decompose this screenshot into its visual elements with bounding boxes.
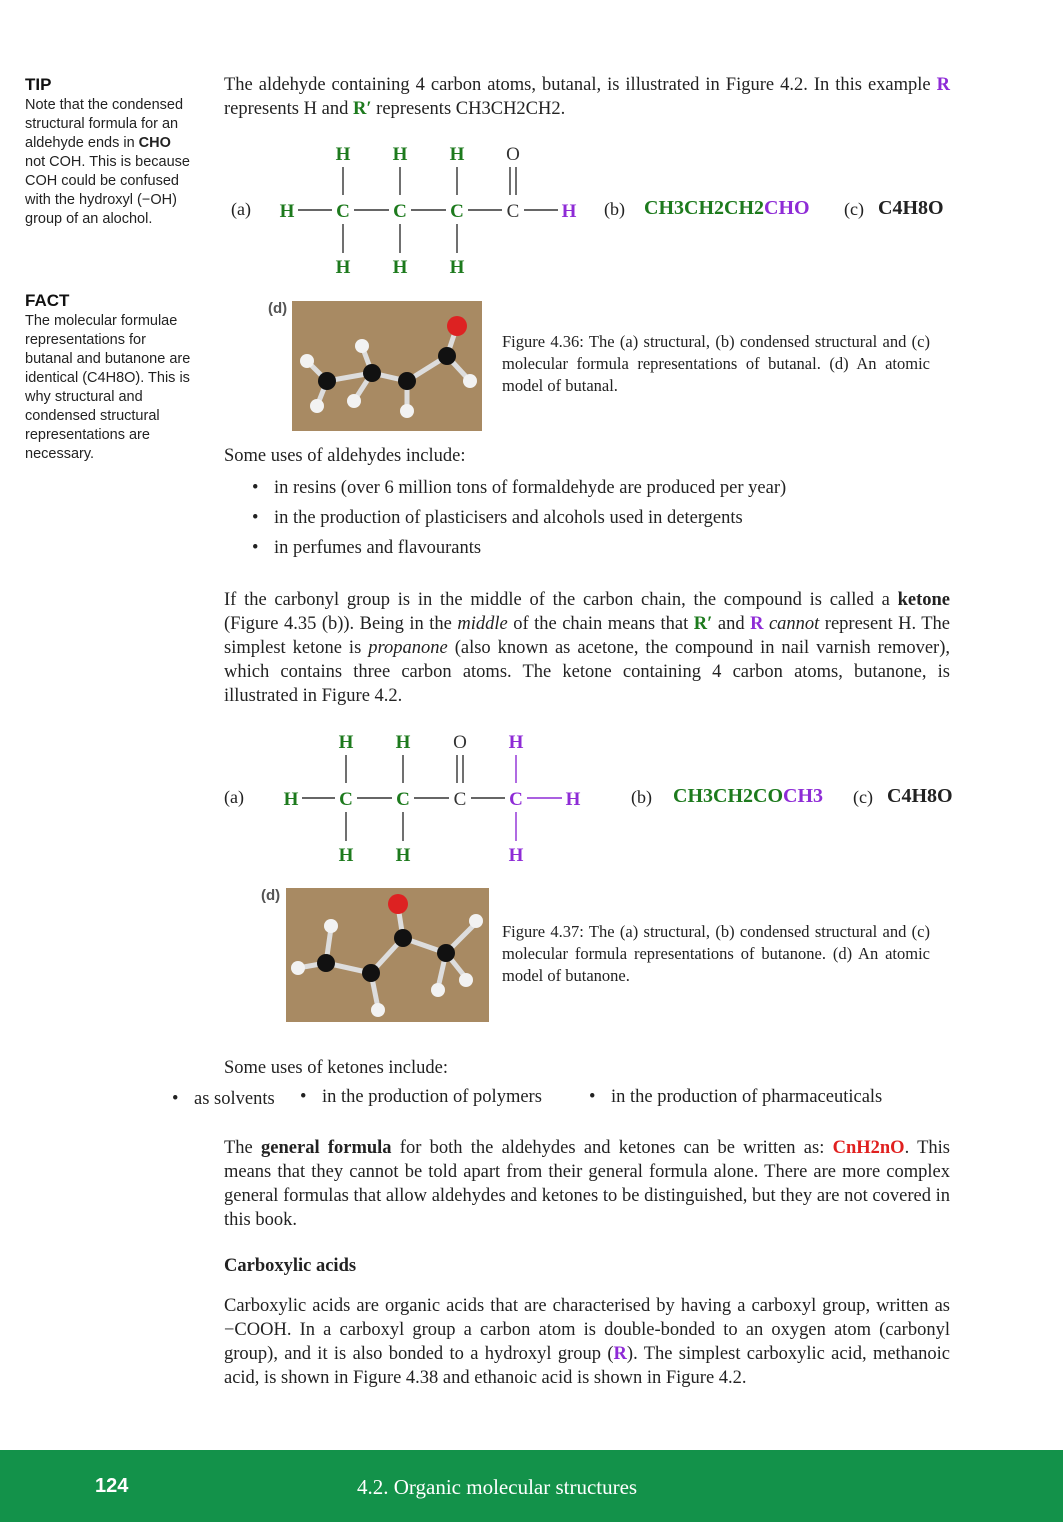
list-item: • in the production of polymers [300,1087,542,1107]
fact-text: The molecular formulae representations for butanal and butanone are identical (C4H8O). This is why structural and condensed structural representations are necessary. [25,313,191,462]
butanone-label-d: (d) [261,887,281,904]
general-formula-paragraph: The general formula for both the aldehydes and ketones can be written as: CnH2nO. This means that they cannot be told apart from their general formula alone. There are more complex general formulas that allow aldehydes and ketones to be distinguished, but they are not covered in this book. [224,1138,951,1230]
atom-h: H [392,144,408,165]
atom-h: H [449,144,465,165]
atom-c: C [450,201,464,222]
atom-h: H [279,201,295,222]
butanone-caption: Figure 4.37: The (a) structural, (b) condensed structural and (c) molecular formula representations of butanone. (d) An atomic model of butanone. [502,922,930,985]
atom-h: H [449,257,465,278]
svg-text:H: H [395,845,411,866]
svg-text:H: H [508,732,524,753]
list-item: • in perfumes and flavourants [252,538,482,558]
tip-heading: TIP [25,75,52,94]
butanal-caption: Figure 4.36: The (a) structural, (b) condensed structural and (c) molecular formula representations of butanal. (d) An atomic model of butanal. [502,332,930,395]
aldehyde-uses-intro: Some uses of aldehydes include: [224,446,466,466]
list-item: • in the production of plasticisers and alcohols used in detergents [252,508,743,528]
svg-text:H: H [283,789,299,810]
svg-text:H: H [395,732,411,753]
svg-text:H: H [508,845,524,866]
butanal-label-d: (d) [268,300,288,317]
butanal-label-b: (b) [604,199,625,219]
ketone-paragraph: If the carbonyl group is in the middle of the carbon chain, the compound is called a ketone (Figure 4.35 (b)). Being in the middle of the chain means that R′ and R cannot represent H. The simplest ketone is propanone (also known as acetone, the compound in nail varnish remover), which contains three carbon atoms. The ketone containing 4 carbon atoms, butanone, is illustrated in Figure 4.2. [224,590,951,706]
butanone-molecular-formula: C4H8O [887,785,953,807]
carboxylic-heading: Carboxylic acids [224,1256,357,1276]
atom-o: O [506,144,520,165]
svg-text:H: H [338,732,354,753]
atom-h: H [335,257,351,278]
butanal-structural-formula [270,138,590,283]
page-footer [0,1450,1063,1522]
fact-heading: FACT [25,291,70,310]
atom-h: H [335,144,351,165]
butanone-label-c: (c) [853,787,873,807]
atom-h: H [561,201,577,222]
svg-text:C: C [453,789,467,810]
list-item: • in the production of pharmaceuticals [589,1087,883,1107]
butanal-label-a: (a) [231,199,251,219]
butanone-structural-formula [276,726,596,871]
atom-c: C [506,201,520,222]
svg-text:C: C [509,789,523,810]
svg-text:O: O [453,732,467,753]
svg-text:H: H [565,789,581,810]
tip-box [25,74,195,229]
butanal-label-c: (c) [844,199,864,219]
tip-text: Note that the condensed structural formula for an aldehyde ends in CHO not COH. This is because COH could be confused with the hydroxyl (−OH) group of an alochol. [25,97,190,227]
list-item: • in resins (over 6 million tons of formaldehyde are produced per year) [252,478,787,498]
svg-text:C: C [339,789,353,810]
svg-text:C: C [396,789,410,810]
list-item: • as solvents [172,1089,275,1109]
butanone-condensed-formula: CH3CH2COCH3 [673,785,823,807]
intro-paragraph: The aldehyde containing 4 carbon atoms, butanal, is illustrated in Figure 4.2. In this example R represents H and R′ represents CH3CH2CH2. [224,75,950,119]
butanone-model-photo [286,888,489,1022]
ketone-uses-intro: Some uses of ketones include: [224,1058,449,1078]
butanal-model-photo [292,301,482,431]
svg-text:H: H [338,845,354,866]
carboxylic-paragraph: Carboxylic acids are organic acids that are characterised by having a carboxyl group, written as −COOH. In a carboxyl group a carbon atom is double-bonded to an oxygen atom (carbonyl group), and it is also bonded to a hydroxyl group (R). The simplest carboxylic acid, methanoic acid, is shown in Figure 4.38 and ethanoic acid is shown in Figure 4.2. [224,1296,951,1388]
atom-c: C [393,201,407,222]
butanone-label-a: (a) [224,787,244,807]
fact-box [25,290,195,464]
butanal-molecular-formula: C4H8O [878,197,944,219]
butanone-label-b: (b) [631,787,652,807]
atom-c: C [336,201,350,222]
butanal-condensed-formula: CH3CH2CH2CHO [644,197,810,219]
general-formula: CnH2nO [832,1138,905,1158]
page-number: 124 [95,1475,129,1497]
section-title: 4.2. Organic molecular structures [357,1475,638,1499]
atom-h: H [392,257,408,278]
